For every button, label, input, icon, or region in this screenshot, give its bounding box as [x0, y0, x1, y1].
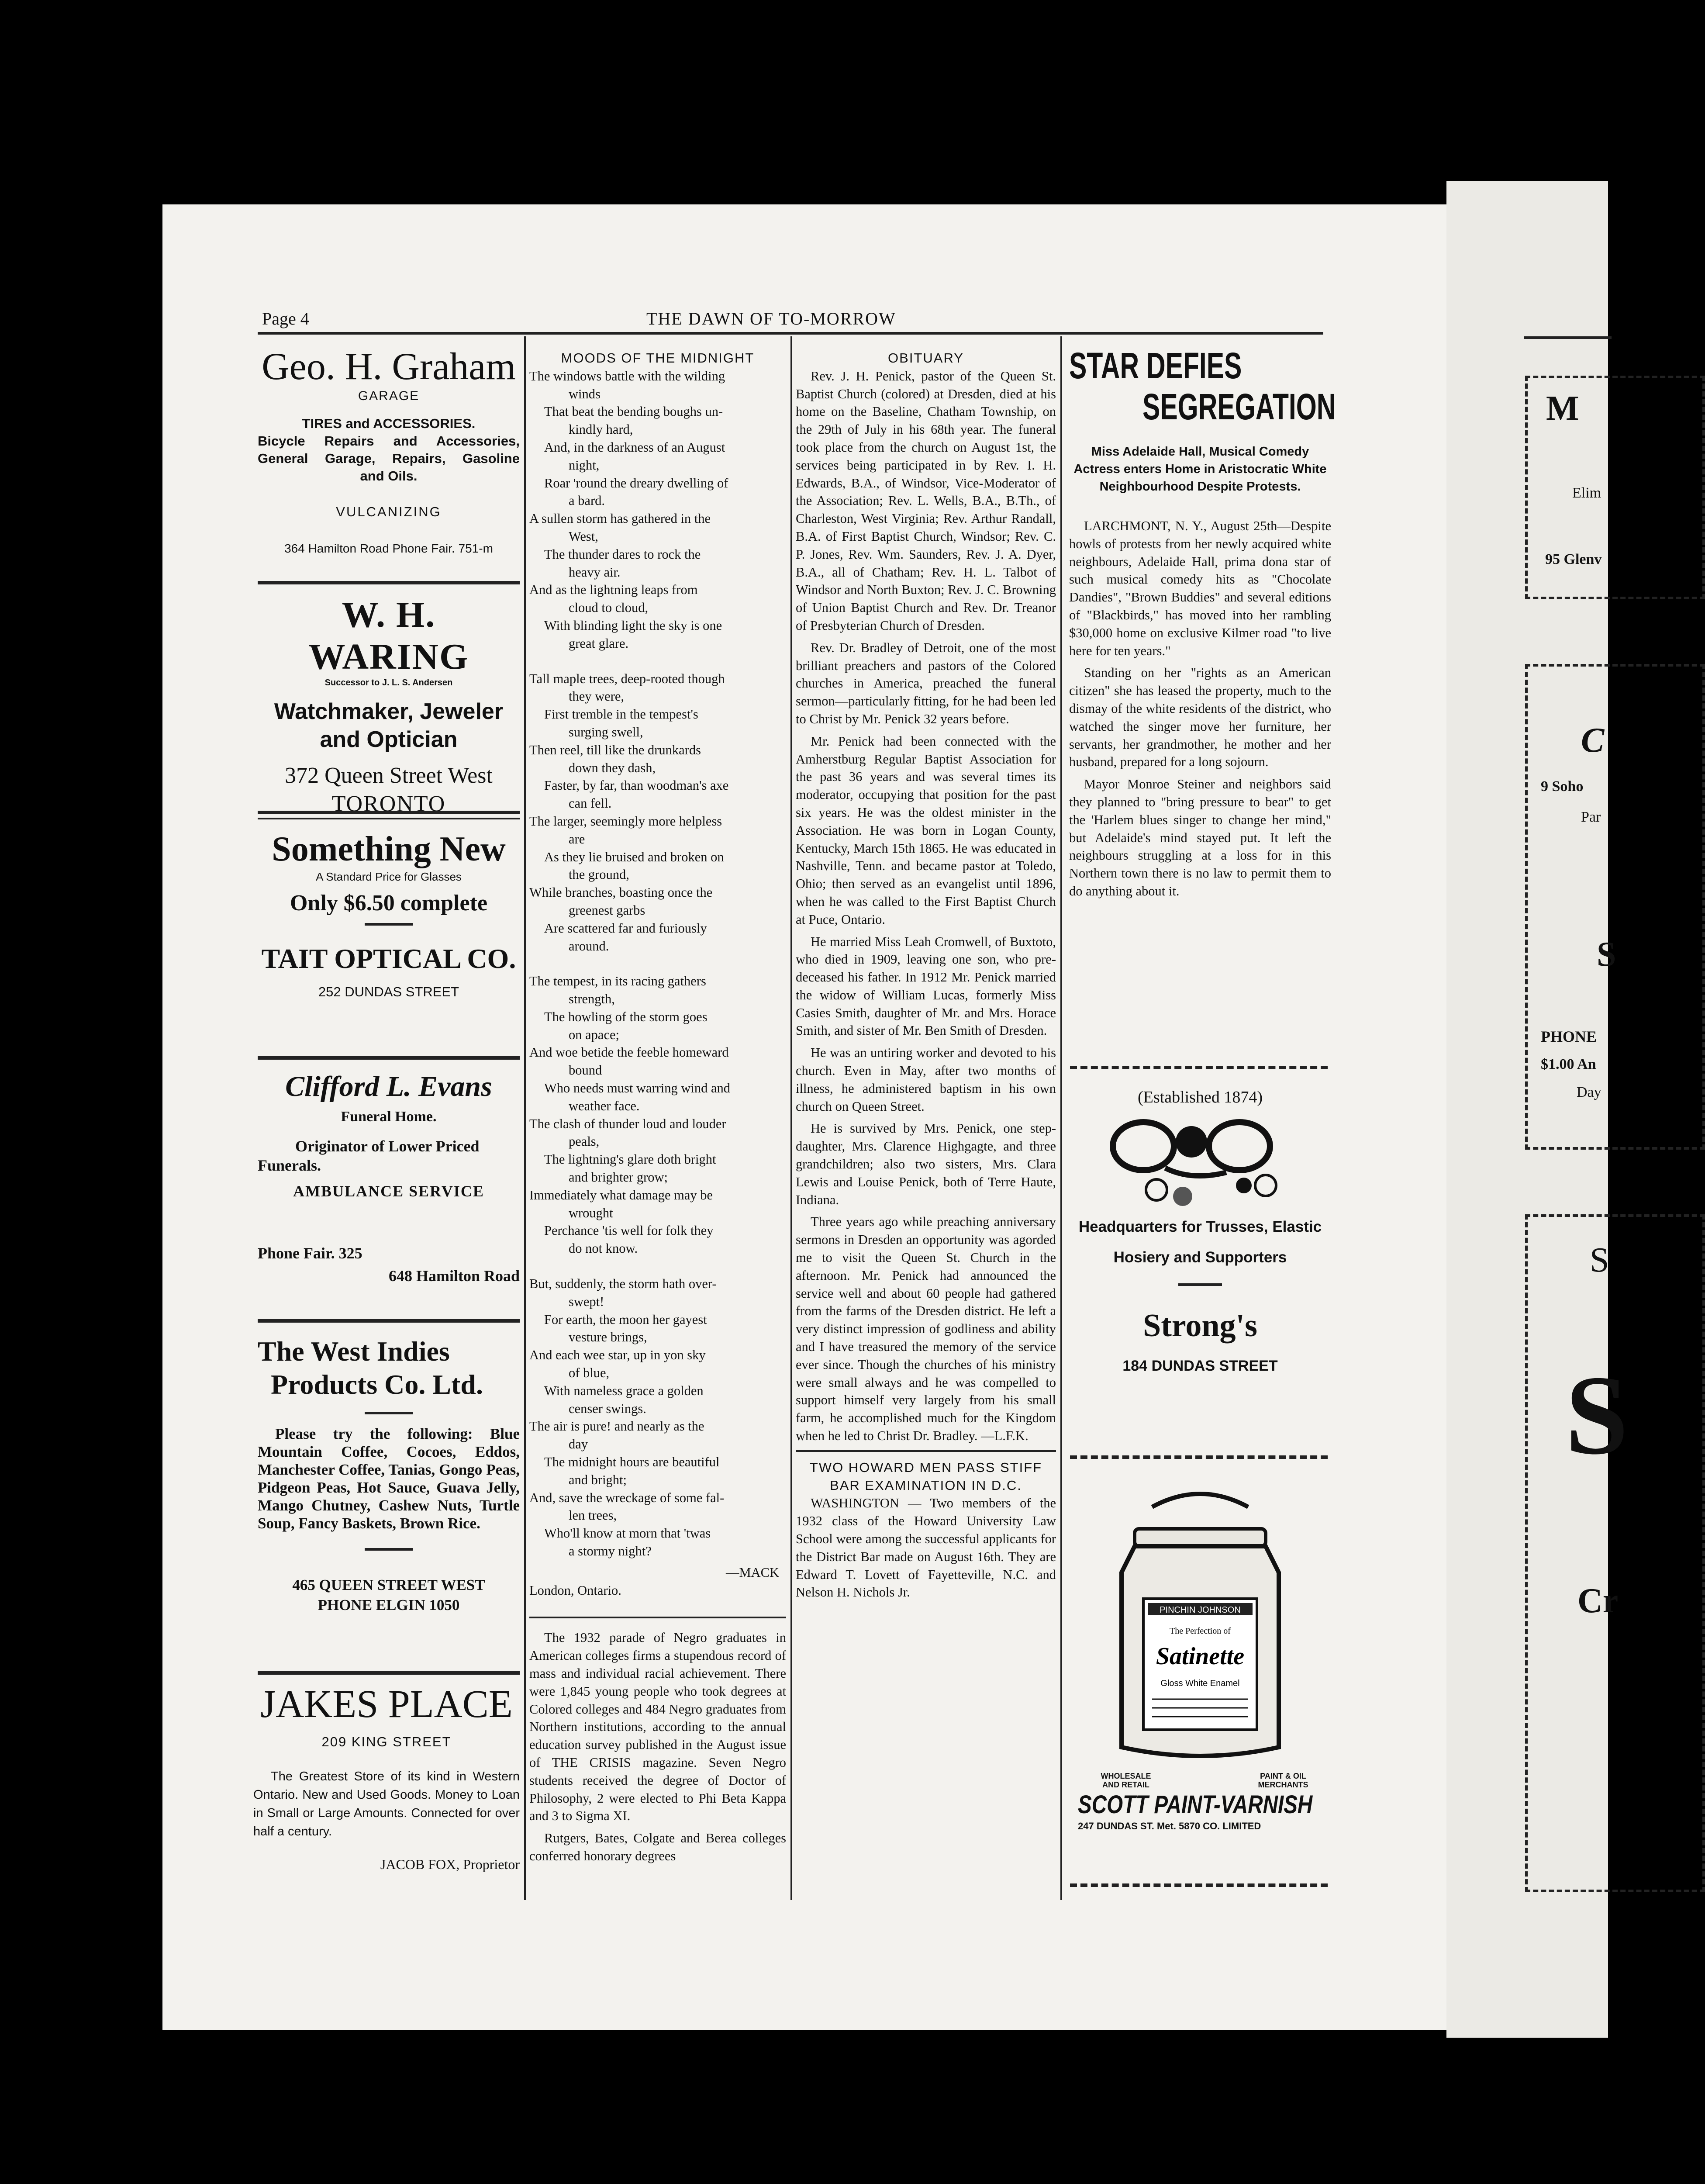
- ad-rule: [365, 1412, 413, 1414]
- poem-line: [529, 1258, 786, 1275]
- poem-signature: —MACK: [725, 1565, 779, 1580]
- ad-graham-lines: TIRES and ACCESSORIES. Bicycle Repairs and Accessories, General Garage, Repairs, Gasoline and Oils.: [258, 416, 520, 484]
- column-rule: [1060, 336, 1062, 1900]
- next-page-text: S: [1565, 1352, 1629, 1478]
- poem-line: are: [569, 831, 585, 847]
- ad-strongs-name: Strong's: [1143, 1308, 1257, 1344]
- ad-strongs-address: 184 DUNDAS STREET: [1122, 1358, 1278, 1374]
- next-page-box: [1525, 664, 1705, 1150]
- poem-line: of blue,: [569, 1365, 610, 1381]
- ad-scott-address: 247 DUNDAS ST. Met. 5870 CO. LIMITED: [1078, 1821, 1261, 1832]
- poem-lines: [529, 367, 786, 1560]
- poem-line: For earth, the moon her gayest: [544, 1312, 707, 1327]
- article-rule: [529, 1617, 786, 1618]
- truss-part: [1255, 1175, 1276, 1196]
- ad-scott-right-tag: PAINT & OIL MERCHANTS: [1258, 1772, 1308, 1789]
- poem-line: the ground,: [569, 867, 629, 882]
- poem-line: and bright;: [569, 1472, 627, 1487]
- ad-scott-left-tag: WHOLESALE AND RETAIL: [1101, 1772, 1151, 1789]
- next-page-text: Cr: [1577, 1582, 1619, 1620]
- poem-line: heavy air.: [569, 564, 621, 580]
- poem-line: With nameless grace a golden: [544, 1383, 704, 1398]
- poem-line: len trees,: [569, 1508, 617, 1523]
- obituary-paragraph: Rev. Dr. Bradley of Detroit, one of the most brilliant preachers and pastors of the Colored churches in America, preached the funeral sermon—particularly fitting, for he had been led to Christ by Mr. Penick 32 years before.: [796, 640, 1056, 726]
- obituary-paragraph: He is survived by Mrs. Penick, one step-daughter, Mrs. Clarence Highgagte, and three grandchildren; also two sisters, Mrs. Clara Lewis and Louise Penick, both of Terre Haute, Indiana.: [796, 1121, 1056, 1207]
- poem-line: The lightning's glare doth bright: [544, 1152, 716, 1167]
- ad-graham-name: Geo. H. Graham: [262, 346, 516, 388]
- ad-divider: [1070, 1066, 1328, 1069]
- ad-jakes: [253, 1682, 520, 1873]
- ad-evans-line1: Originator of Lower Priced: [295, 1137, 480, 1155]
- poem-line: Perchance 'tis well for folk they: [544, 1223, 714, 1238]
- ad-jakes-proprietor: JACOB FOX, Proprietor: [380, 1856, 520, 1872]
- poem-line: can fell.: [569, 796, 612, 811]
- poem-line: While branches, boasting once the: [529, 885, 713, 900]
- obituary-paragraph: Rev. J. H. Penick, pastor of the Queen St. Baptist Church (colored) at Dresden, died at his home on the Baseline, Chatham Township, on the 29th of July in his 68th year. The funeral took place from the church on August 1st, the services being participated in by Rev. I. H. Edwards, B.A., of Windsor, Vice-Moderator of the Association; Rev. L. Wells, B.A., B.Th., of Charleston, West Virginia; Rev. Arthur Randall, B.A. of First Baptist Church, Windsor; Rev. C. P. Jones, Rev. Wm. Saunders, Rev. J. A. Dyer, B.A., all of Chatham; Rev. H. L. Talbot of Windsor and North Buxton; Rev. J. C. Browning of Union Baptist Church and Rev. Dr. Treanor of Presbyterian Church of Dresden.: [796, 368, 1056, 633]
- ad-waring-trade: Watchmaker, Jeweler and Optician: [274, 699, 504, 752]
- truss-part: [1173, 1187, 1192, 1206]
- poem-column: [529, 349, 786, 1870]
- poem-line: day: [569, 1437, 588, 1452]
- ad-waring-city: TORONTO: [331, 791, 446, 816]
- ad-jakes-name: JAKES PLACE: [260, 1683, 513, 1726]
- ad-tait-price: Only $6.50 complete: [290, 891, 488, 916]
- ad-rule: [365, 1548, 413, 1551]
- obituary-paragraph: He was an untiring worker and devoted to his church. Even in May, after two months of illness, he administered baptism in his own church on Queen Street.: [796, 1045, 1056, 1114]
- poem-line: And, in the darkness of an August: [544, 439, 725, 455]
- poem-line: swept!: [569, 1294, 604, 1309]
- obituary-paragraph: He married Miss Leah Cromwell, of Buxtoto, who died in 1909, leaving one son, who pre-deceased his father. In 1912 Mr. Penick married the widow of William Lucas, formerly Miss Casies Smith, daughter of Mr. and Mrs. Horace Smith, and sister of Mr. Ben Smith of Dresden.: [796, 934, 1056, 1038]
- ad-graham-sub: GARAGE: [358, 389, 420, 403]
- newspaper-title: THE DAWN OF TO-MORROW: [646, 309, 896, 328]
- paint-can-illustration: [1069, 1489, 1331, 1769]
- ad-strongs: [1069, 1088, 1331, 1375]
- ad-rule: [365, 923, 413, 926]
- page-number: Page 4: [262, 309, 309, 328]
- graduates-paragraph: Rutgers, Bates, Colgate and Berea colleges conferred honorary degrees: [529, 1831, 786, 1863]
- poem-line: winds: [569, 386, 601, 401]
- ad-divider: [1070, 1455, 1328, 1459]
- next-page-text: Par: [1581, 809, 1601, 825]
- next-page-text: Day: [1577, 1084, 1601, 1100]
- poem-line: The midnight hours are beautiful: [544, 1455, 720, 1470]
- next-page-box: [1525, 1214, 1705, 1892]
- ad-divider: [258, 1056, 520, 1060]
- howard-paragraph: WASHINGTON — Two members of the 1932 class of the Howard University Law School were among the successful applicants for the District Bar made on August 16th. They are Edward T. Lovett of Fayetteville, N.C. and Nelson H. Nichols Jr.: [796, 1496, 1056, 1600]
- ad-tait-headline: Something New: [272, 830, 506, 868]
- can-lid: [1135, 1529, 1266, 1546]
- ad-tait-name: TAIT OPTICAL CO.: [261, 943, 516, 974]
- star-deck: Miss Adelaide Hall, Musical Comedy Actress enters Home in Aristocratic White Neighbourhood Despite Protests.: [1073, 445, 1327, 494]
- poem-line: censer swings.: [569, 1401, 646, 1416]
- can-handle: [1152, 1494, 1248, 1507]
- poem-line: they were,: [569, 689, 625, 704]
- poem-line: and brighter grow;: [569, 1170, 668, 1185]
- ad-waring-name: W. H. WARING: [308, 594, 469, 677]
- truss-knob: [1176, 1126, 1207, 1158]
- poem-line: The howling of the storm goes: [544, 1009, 708, 1024]
- poem-line: Roar 'round the dreary dwelling of: [544, 475, 728, 491]
- howard-title-1: TWO HOWARD MEN PASS STIFF: [809, 1459, 1042, 1475]
- graduates-paragraph: The 1932 parade of Negro graduates in American colleges firms a stupendous record of mass and individual racial achievement. There were 1,845 young people who took degrees at Colored colleges and 484 Negro graduates from Northern institutions, according to the annual education survey published in the August issue of THE CRISIS magazine. Seven Negro students received the degree of Doctor of Philosophy, 2 were elected to Phi Beta Kappa and 3 to Sigma XI.: [529, 1630, 786, 1824]
- ad-graham-service: VULCANIZING: [336, 504, 442, 519]
- ad-divider: [258, 581, 520, 584]
- column-rule: [524, 336, 526, 1900]
- star-headline-1: STAR DEFIES: [1069, 345, 1242, 386]
- poem-line: around.: [569, 938, 609, 954]
- next-page-text: PHONE: [1541, 1028, 1597, 1045]
- ad-divider: [258, 818, 520, 819]
- ad-evans-address: 648 Hamilton Road: [388, 1267, 520, 1285]
- ad-west-indies-phone: PHONE ELGIN 1050: [318, 1597, 460, 1614]
- poem-line: That beat the bending boughs un-: [544, 404, 723, 419]
- next-page-text: C: [1581, 721, 1605, 760]
- truss-illustration: [1069, 1111, 1331, 1212]
- next-page-text: Elim: [1572, 485, 1601, 501]
- poem-line: And as the lightning leaps from: [529, 582, 698, 598]
- obituary-column: [796, 349, 1056, 1606]
- poem-line: A sullen storm has gathered in the: [529, 511, 711, 526]
- ad-evans-line2: Funerals.: [258, 1157, 321, 1174]
- ad-waring: [258, 594, 520, 817]
- star-headline-2: SEGREGATION: [1142, 386, 1336, 427]
- poem-line: surging swell,: [569, 724, 643, 740]
- truss-part: [1236, 1178, 1252, 1193]
- poem-line: Tall maple trees, deep-rooted though: [529, 671, 725, 686]
- poem-line: With blinding light the sky is one: [544, 618, 722, 633]
- ad-evans-phone: Phone Fair. 325: [258, 1244, 362, 1262]
- obituary-title: OBITUARY: [888, 350, 964, 366]
- ad-west-indies-name1: The West Indies: [258, 1336, 450, 1367]
- howard-title-2: BAR EXAMINATION IN D.C.: [830, 1477, 1022, 1493]
- ad-rule: [1178, 1283, 1222, 1286]
- poem-line: West,: [569, 529, 598, 544]
- ad-scott: [1069, 1489, 1331, 1848]
- truss-pad-left: [1113, 1122, 1174, 1170]
- ad-divider: [258, 1319, 520, 1323]
- next-page-text: $1.00 An: [1541, 1056, 1596, 1072]
- poem-line: And woe betide the feeble homeward: [529, 1045, 729, 1060]
- poem-line: a stormy night?: [569, 1544, 652, 1559]
- poem-line: great glare.: [569, 636, 629, 651]
- poem-line: weather face.: [569, 1098, 640, 1113]
- ad-evans: [258, 1069, 520, 1285]
- next-page-text: S: [1597, 935, 1616, 974]
- poem-line: on apace;: [569, 1027, 619, 1042]
- ad-strongs-established: (Established 1874): [1137, 1088, 1263, 1106]
- ad-waring-address: 372 Queen Street West: [285, 763, 493, 788]
- ad-evans-name: Clifford L. Evans: [285, 1071, 492, 1102]
- ad-jakes-body: The Greatest Store of its kind in Western Ontario. New and Used Goods. Money to Loan in Small or Large Amounts. Connected for over half a century.: [253, 1769, 520, 1838]
- star-column: [1069, 345, 1336, 905]
- poem-line: [529, 653, 786, 670]
- star-paragraph: Standing on her "rights as an American citizen" she has leased the property, much to the dismay of the white residents of the district, who watched the singer move her furniture, her servants, her grandmother, he mother and her husband, prepared for a long sojourn.: [1069, 665, 1331, 770]
- poem-line: But, suddenly, the storm hath over-: [529, 1276, 717, 1292]
- poem-line: Immediately what damage may be: [529, 1187, 713, 1203]
- ad-graham-address: 364 Hamilton Road Phone Fair. 751-m: [284, 542, 493, 555]
- ad-west-indies-address: 465 QUEEN STREET WEST: [292, 1576, 485, 1593]
- obituary-paragraph: Three years ago while preaching anniversary sermons in Dresden an opportunity was agorded me to visit the Queen St. Church in the afternoon. Mr. Penick had announced the service well and about 60 people had gathered from the farms of the Dresden district. He left a very distinct impression of godliness and ability and I have treasured the memory of the service ever since. Though the churches of his ministry were small always and he was compelled to support himself very largely from his small farm, he accomplished much for the Kingdom when he led to Christ Dr. Bradley. —L.F.K.: [796, 1214, 1056, 1444]
- poem-line: do not know.: [569, 1241, 638, 1256]
- truss-band: [1165, 1168, 1226, 1176]
- poem-line: kindly hard,: [569, 422, 633, 437]
- poem-line: [529, 955, 786, 972]
- truss-pad-right: [1209, 1122, 1270, 1170]
- next-page-header-rule: [1524, 336, 1612, 339]
- poem-line: As they lie bruised and broken on: [544, 849, 724, 864]
- poem-line: a bard.: [569, 493, 605, 508]
- ad-west-indies-body: Please try the following: Blue Mountain Coffee, Cocoes, Eddos, Manchester Coffee, Tanias, Gongo Peas, Pidgeon Peas, Hot Sauce, Guava Jelly, Mango Chutney, Cashew Nuts, Turtle Soup, Fancy Baskets, Brown Rice.: [258, 1425, 520, 1532]
- can-label-text: Gloss White Enamel: [1160, 1679, 1240, 1688]
- next-page-text: 95 Glenv: [1545, 551, 1602, 567]
- poem-line: The windows battle with the wilding: [529, 368, 725, 384]
- poem-place: London, Ontario.: [529, 1583, 621, 1598]
- poem-line: First tremble in the tempest's: [544, 707, 698, 722]
- poem-line: The larger, seemingly more helpless: [529, 813, 722, 829]
- poem-line: Then reel, till like the drunkards: [529, 742, 701, 757]
- poem-line: cloud to cloud,: [569, 600, 649, 615]
- poem-line: down they dash,: [569, 760, 656, 775]
- ad-divider: [258, 811, 520, 814]
- poem-line: strength,: [569, 992, 615, 1007]
- ad-tait-tag: A Standard Price for Glasses: [316, 870, 462, 883]
- ad-waring-successor: Successor to J. L. S. Andersen: [324, 678, 453, 688]
- ad-strongs-lines: Headquarters for Trusses, Elastic Hosiery and Supporters: [1078, 1218, 1322, 1266]
- poem-line: bound: [569, 1063, 602, 1078]
- obituary-paragraph: Mr. Penick had been connected with the Amherstburg Regular Baptist Association for the past 36 years and was several times its moderator, occupying that position for the past six years. He was the oldest minister in the Association. He was born in Logan County, Kentucky, March 15th 1865. He was educated in Nashville, Tenn. and became pastor at Toledo, Ohio; then served as an evangelist until 1896, when he was called to the First Baptist Church at Puce, Ontario.: [796, 733, 1056, 927]
- poem-line: wrought: [569, 1205, 613, 1220]
- poem-line: The tempest, in its racing gathers: [529, 974, 706, 989]
- poem-line: And, save the wreckage of some fal-: [529, 1490, 725, 1505]
- header-rule: [258, 332, 1323, 335]
- can-brand: Satinette: [1156, 1643, 1245, 1670]
- poem-line: Who'll know at morn that 'twas: [544, 1526, 711, 1541]
- ad-graham: [258, 345, 520, 556]
- ad-evans-service: AMBULANCE SERVICE: [293, 1182, 484, 1200]
- poem-line: The clash of thunder loud and louder: [529, 1116, 726, 1131]
- star-paragraph: Mayor Monroe Steiner and neighbors said they planned to "bring pressure to bear" to get the 'Harlem blues singer to change her mind," but Adelaide's mind stayed put. It left the neighbours struggling at a loss for in this Northern town there is no law to permit them to do anything about it.: [1069, 777, 1331, 898]
- poem-line: Who needs must warring wind and: [544, 1081, 731, 1096]
- next-page-text: M: [1546, 389, 1579, 428]
- can-label-text: The Perfection of: [1170, 1626, 1231, 1636]
- poem-line: Are scattered far and furiously: [544, 920, 707, 936]
- truss-part: [1146, 1179, 1167, 1200]
- ad-divider: [1070, 1883, 1328, 1887]
- ad-west-indies-name2: Products Co. Ltd.: [271, 1369, 483, 1400]
- poem-title: MOODS OF THE MIDNIGHT: [561, 350, 755, 366]
- poem-line: night,: [569, 457, 600, 473]
- ad-west-indies: [258, 1335, 520, 1615]
- ad-scott-name: SCOTT PAINT-VARNISH: [1078, 1790, 1313, 1819]
- next-page-text: S: [1590, 1241, 1609, 1279]
- ad-tait-address: 252 DUNDAS STREET: [318, 984, 459, 999]
- poem-line: And each wee star, up in yon sky: [529, 1348, 706, 1363]
- poem-line: The thunder dares to rock the: [544, 546, 701, 562]
- poem-line: greenest garbs: [569, 902, 645, 918]
- poem-line: Faster, by far, than woodman's axe: [544, 778, 729, 793]
- can-top-text: PINCHIN JOHNSON: [1160, 1605, 1241, 1615]
- column-rule: [790, 336, 792, 1900]
- ad-divider: [258, 1671, 520, 1675]
- ad-tait: [258, 828, 520, 1000]
- article-rule: [796, 1450, 1056, 1452]
- star-paragraph: LARCHMONT, N. Y., August 25th—Despite howls of protests from her newly acquired white neighbours, Adelaide Hall, prima dona star of such musical comedy hits as "Chocolate Dandies", "Brown Buddies" and several editions of "Blackbirds," has moved into her rambling $30,000 home on exclusive Kilmer road "to live here for ten years.": [1069, 518, 1331, 658]
- ad-jakes-address: 209 KING STREET: [321, 1734, 452, 1749]
- poem-line: vesture brings,: [569, 1330, 647, 1345]
- poem-line: peals,: [569, 1134, 600, 1149]
- next-page-text: 9 Soho: [1541, 778, 1584, 795]
- ad-evans-sub: Funeral Home.: [341, 1109, 437, 1125]
- poem-line: The air is pure! and nearly as the: [529, 1419, 704, 1434]
